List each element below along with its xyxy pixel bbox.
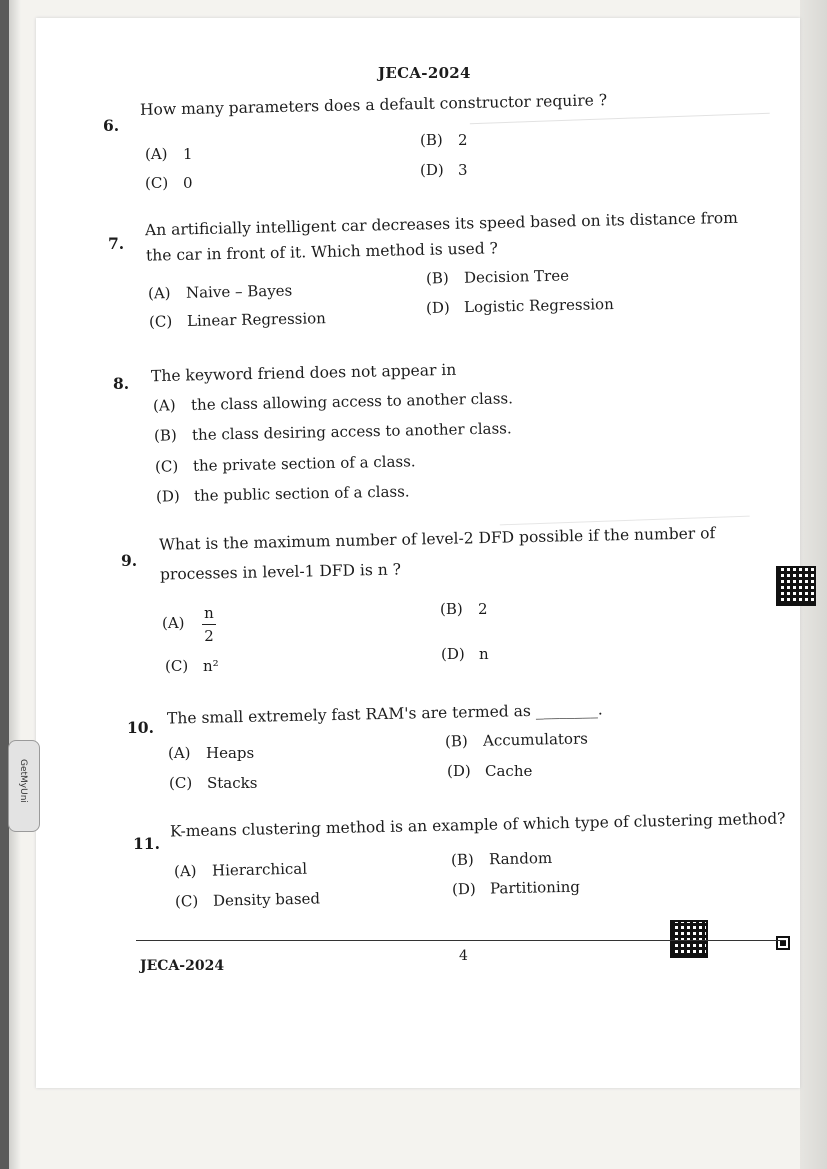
option-c[interactable]: (C) 0 [145,174,193,192]
option-a[interactable]: (A) Naive – Bayes [147,281,293,303]
option-d[interactable]: (D) Partitioning [451,877,581,899]
question-number: 11. [133,834,160,853]
question-number: 7. [108,234,125,253]
question-number: 6. [103,116,120,135]
question-text: The keyword friend does not appear in [150,360,457,386]
footer-divider [136,940,786,941]
option-d[interactable]: (D) 3 [420,161,468,179]
fraction-bar [202,624,216,625]
option-b[interactable]: (B) Accumulators [444,729,589,751]
option-c[interactable]: (C) Linear Regression [148,309,327,331]
question-text: What is the maximum number of level-2 DFD possible if the number of [158,524,716,554]
question-text: K-means clustering method is an example of which type of clustering method? [169,809,786,841]
question-number: 9. [121,551,138,570]
option-a[interactable]: (A) the class allowing access to another class. [152,389,514,415]
question-text: An artificially intelligent car decreases its speed based on its distance from [144,208,739,240]
option-d[interactable]: (D) the public section of a class. [155,482,410,506]
page-header-title: JECA-2024 [378,64,471,82]
option-c[interactable]: (C) the private section of a class. [154,452,416,476]
question-text: processes in level-1 DFD is n ? [159,560,402,584]
option-d[interactable]: (D) n [441,645,489,663]
option-b[interactable]: (B) the class desiring access to another class. [153,419,512,445]
side-tab-label: GetMyUni [18,759,28,803]
option-a[interactable]: (A) Hierarchical [173,859,308,881]
option-a[interactable]: (A) Heaps [168,744,255,762]
question-number: 8. [113,374,130,393]
option-b[interactable]: (B) 2 [420,131,468,149]
scan-shadow [9,0,21,1169]
option-c[interactable]: (C) Density based [174,889,321,911]
scan-left-border [0,0,9,1169]
option-b[interactable]: (B) Random [450,848,553,870]
option-c[interactable]: (C) n² [165,657,219,675]
question-number: 10. [127,718,154,737]
option-c[interactable]: (C) Stacks [169,774,258,792]
fraction-n-over-2: n 2 [202,604,216,645]
question-text: How many parameters does a default constructor require ? [139,91,608,119]
option-a[interactable]: (A) [162,614,185,632]
footer-title: JECA-2024 [140,958,225,974]
qr-code [670,920,708,958]
option-d[interactable]: (D) Cache [447,762,533,780]
question-text: the car in front of it. Which method is used ? [145,239,499,265]
option-b[interactable]: (B) Decision Tree [425,266,570,288]
option-a[interactable]: (A) 1 [145,145,193,163]
option-b[interactable]: (B) 2 [440,600,488,618]
option-d[interactable]: (D) Logistic Regression [425,295,614,317]
page-number: 4 [459,948,468,964]
side-tab-logo [8,740,40,832]
qr-code [776,566,816,606]
registration-mark [776,936,790,950]
question-text: The small extremely fast RAM's are termed as ________. [166,700,603,728]
